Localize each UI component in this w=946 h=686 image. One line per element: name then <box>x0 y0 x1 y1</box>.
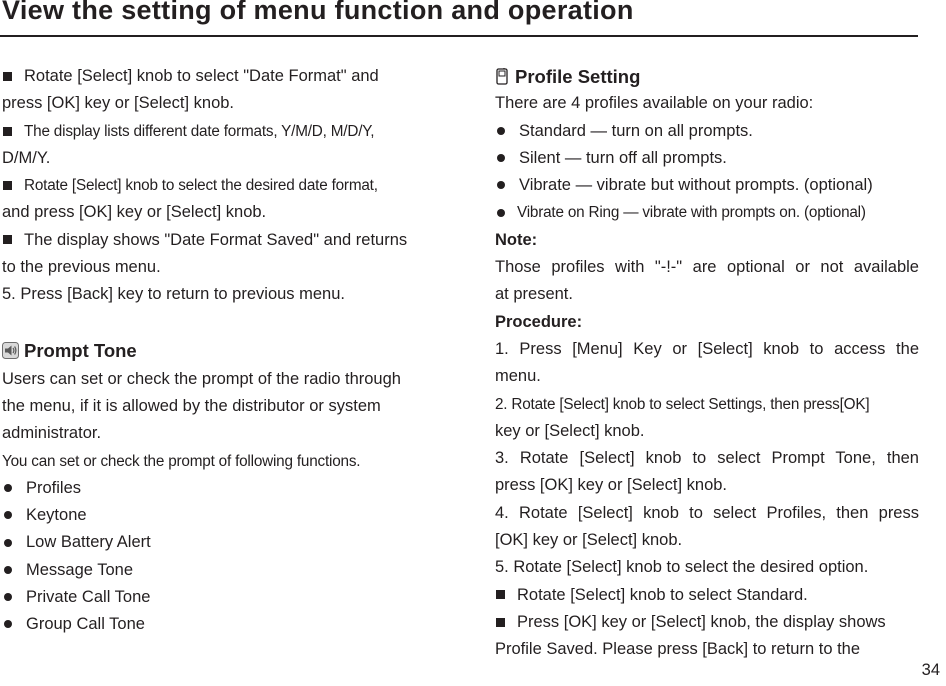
date-step-line: Rotate [Select] knob to select the desired date format, <box>2 172 428 199</box>
right-column <box>495 63 919 664</box>
page-number: 34 <box>921 661 940 679</box>
procedure-line: press [OK] key or [Select] knob. <box>495 476 728 495</box>
profile-item: Vibrate — vibrate but without prompts. (optional) <box>495 172 919 199</box>
date-step-line: The display shows "Date Format Saved" and returns <box>2 227 428 254</box>
round-bullet-icon <box>4 511 12 519</box>
date-step-line: Rotate [Select] knob to select "Date Format" and <box>2 63 428 90</box>
profile-item: Silent — turn off all prompts. <box>495 145 919 172</box>
date-step-line: to the previous menu. <box>2 258 161 277</box>
list-item: Profiles <box>2 475 428 502</box>
procedure-label: Procedure: <box>495 312 583 331</box>
page-title: View the setting of menu function and operation <box>2 0 634 25</box>
round-bullet-icon <box>4 484 12 492</box>
note-line: at present. <box>495 285 573 304</box>
round-bullet-icon <box>497 154 505 162</box>
left-column <box>2 63 428 639</box>
list-item: Group Call Tone <box>2 611 428 638</box>
note-label: Note: <box>495 230 538 249</box>
prompt-tone-intro-line: You can set or check the prompt of following functions. <box>2 452 361 470</box>
date-step-line: 5. Press [Back] key to return to previous menu. <box>2 285 345 304</box>
profile-intro: There are 4 profiles available on your radio: <box>495 94 814 113</box>
square-bullet-icon <box>3 235 12 244</box>
prompt-tone-intro-line: Users can set or check the prompt of the radio through <box>2 369 401 388</box>
prompt-tone-intro-line: administrator. <box>2 424 102 443</box>
list-item: Message Tone <box>2 557 428 584</box>
procedure-line: key or [Select] knob. <box>495 421 645 440</box>
prompt-tone-heading: Prompt Tone <box>2 336 428 366</box>
procedure-line: 3. Rotate [Select] knob to select Prompt Tone, then <box>495 449 919 468</box>
round-bullet-icon <box>4 620 12 628</box>
date-step-line: press [OK] key or [Select] knob. <box>2 94 235 113</box>
procedure-line: Profile Saved. Please press [Back] to return to the <box>495 640 861 659</box>
procedure-line: 2. Rotate [Select] knob to select Settings, then press[OK] <box>495 395 870 413</box>
procedure-line: Press [OK] key or [Select] knob, the display shows <box>495 609 919 636</box>
note-line: Those profiles with "-!-" are optional or not available <box>495 258 919 277</box>
list-item: Low Battery Alert <box>2 529 428 556</box>
round-bullet-icon <box>4 539 12 547</box>
square-bullet-icon <box>3 72 12 81</box>
list-item: Keytone <box>2 502 428 529</box>
round-bullet-icon <box>4 566 12 574</box>
procedure-line: 1. Press [Menu] Key or [Select] knob to access the <box>495 339 919 358</box>
date-step-line: D/M/Y. <box>2 148 51 167</box>
round-bullet-icon <box>4 593 12 601</box>
prompt-tone-intro-line: the menu, if it is allowed by the distributor or system <box>2 396 381 415</box>
title-divider <box>0 35 918 37</box>
phone-icon <box>495 68 509 85</box>
round-bullet-icon <box>497 127 505 135</box>
round-bullet-icon <box>497 209 505 217</box>
speaker-icon <box>2 342 19 359</box>
square-bullet-icon <box>496 590 505 599</box>
profile-item: Standard — turn on all prompts. <box>495 118 919 145</box>
profile-item: Vibrate on Ring — vibrate with prompts on. (optional) <box>495 199 919 226</box>
date-step-line: The display lists different date formats, Y/M/D, M/D/Y, <box>2 118 428 145</box>
procedure-line: menu. <box>495 367 541 386</box>
procedure-line: 4. Rotate [Select] knob to select Profiles, then press <box>495 503 919 522</box>
profile-setting-heading: Profile Setting <box>495 63 919 90</box>
square-bullet-icon <box>3 181 12 190</box>
round-bullet-icon <box>497 181 505 189</box>
procedure-line: 5. Rotate [Select] knob to select the desired option. <box>495 558 869 577</box>
procedure-line: [OK] key or [Select] knob. <box>495 531 683 550</box>
procedure-line: Rotate [Select] knob to select Standard. <box>495 582 919 609</box>
date-step-line: and press [OK] key or [Select] knob. <box>2 203 267 222</box>
list-item: Private Call Tone <box>2 584 428 611</box>
square-bullet-icon <box>3 127 12 136</box>
square-bullet-icon <box>496 618 505 627</box>
